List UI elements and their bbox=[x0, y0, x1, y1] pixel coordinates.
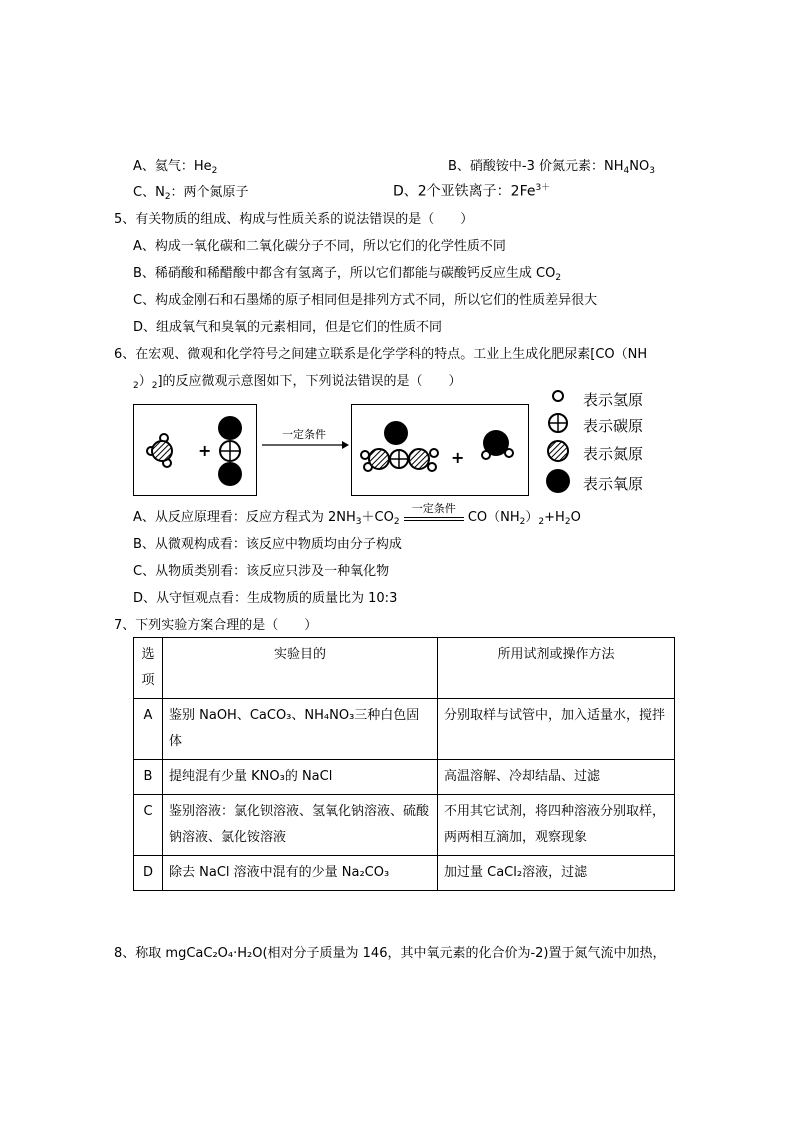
q5-stem: 5、有关物质的组成、构成与性质关系的说法错误的是（ ） bbox=[114, 212, 474, 227]
q5-option-b: B、稀硝酸和稀醋酸中都含有氢离子，所以它们都能与碳酸钙反应生成 $CO_2$ bbox=[133, 266, 562, 283]
table-row bbox=[134, 795, 675, 856]
row-method: 不用其它试剂，将四种溶液分别取样，两两相互滴加，观察现象 bbox=[438, 795, 675, 856]
q6-stem-line1: 6、在宏观、微观和化学符号之间建立联系是化学学科的特点。工业上生成化肥尿素[CO（NH bbox=[114, 347, 648, 362]
q6-stem-line2: $_2)_2$]的反应微观示意图如下，下列说法错误的是（ ） bbox=[133, 374, 462, 391]
urea-molecule bbox=[361, 421, 438, 471]
row-purpose: 除去 NaCl 溶液中混有的少量 Na₂CO₃ bbox=[163, 856, 438, 891]
row-purpose: 鉴别溶液：氯化钡溶液、氢氧化钠溶液、硫酸钠溶液、氯化铵溶液 bbox=[163, 795, 438, 856]
legend-hydrogen-label: 表示氢原 bbox=[583, 391, 644, 409]
q6-option-c: C、从物质类别看：该反应只涉及一种氧化物 bbox=[133, 564, 390, 579]
experiment-table bbox=[133, 637, 675, 891]
q4-option-b: B、硝酸铵中-3 价氮元素：$NH_4NO_3$ bbox=[448, 159, 655, 176]
legend-carbon-label: 表示碳原 bbox=[583, 417, 644, 435]
carbon-legend-icon bbox=[549, 414, 567, 432]
row-purpose: 鉴别 NaOH、CaCO₃、NH₄NO₃三种白色固体 bbox=[163, 699, 438, 760]
water-molecule bbox=[482, 430, 513, 459]
table-row bbox=[134, 856, 675, 891]
hydrogen-legend-icon bbox=[553, 391, 563, 401]
q6-option-a: A、从反应原理看：反应方程式为 $2NH_3+CO_2$ 一定条件 $CO(NH_2)_2+H_2O$ bbox=[133, 502, 581, 527]
q6-option-d: D、从守恒观点看：生成物质的质量比为 10:3 bbox=[133, 591, 398, 606]
table-row bbox=[134, 699, 675, 760]
reaction-arrow bbox=[258, 425, 350, 455]
product-plus: + bbox=[451, 448, 465, 467]
row-option: D bbox=[134, 856, 163, 891]
table-header-row bbox=[134, 638, 675, 699]
header-purpose: 实验目的 bbox=[163, 638, 438, 699]
product-box bbox=[351, 404, 529, 496]
reactant-plus: + bbox=[198, 441, 212, 460]
q5-option-a: A、构成一氧化碳和二氧化碳分子不同，所以它们的化学性质不同 bbox=[133, 239, 506, 254]
arrow-condition-label: 一定条件 bbox=[282, 428, 326, 441]
product-molecules bbox=[352, 405, 528, 495]
equation-condition: 一定条件 bbox=[404, 511, 464, 524]
row-method: 高温溶解、冷却结晶、过滤 bbox=[438, 760, 675, 795]
carbon-dioxide-molecule bbox=[218, 416, 242, 486]
q5-option-d: D、组成氧气和臭氧的元素相同，但是它们的性质不同 bbox=[133, 320, 443, 335]
legend-symbols bbox=[544, 385, 584, 495]
reactant-molecules bbox=[134, 405, 256, 495]
oxygen-legend-icon bbox=[546, 469, 570, 493]
q5-option-c: C、构成金刚石和石墨烯的原子相同但是排列方式不同，所以它们的性质差异很大 bbox=[133, 293, 598, 308]
legend-oxygen-label: 表示氧原 bbox=[583, 475, 644, 493]
row-method: 分别取样与试管中，加入适量水，搅拌 bbox=[438, 699, 675, 760]
header-method: 所用试剂或操作方法 bbox=[438, 638, 675, 699]
q8-stem: 8、称取 mgCaC₂O₄·H₂O(相对分子质量为 146，其中氧元素的化合价为-2)置于氮气流中加热， bbox=[114, 946, 666, 961]
row-option: A bbox=[134, 699, 163, 760]
table-row bbox=[134, 760, 675, 795]
q7-stem: 7、下列实验方案合理的是（ ） bbox=[114, 618, 318, 633]
row-option: B bbox=[134, 760, 163, 795]
header-option: 选项 bbox=[134, 638, 163, 699]
legend-nitrogen-label: 表示氮原 bbox=[583, 445, 644, 463]
row-option: C bbox=[134, 795, 163, 856]
nitrogen-legend-icon bbox=[548, 441, 568, 461]
q4-option-c: C、$N_2$：两个氮原子 bbox=[133, 185, 249, 202]
q6-option-b: B、从微观构成看：该反应中物质均由分子构成 bbox=[133, 537, 402, 552]
row-method: 加过量 CaCl₂溶液，过滤 bbox=[438, 856, 675, 891]
reactant-box bbox=[133, 404, 257, 496]
row-purpose: 提纯混有少量 KNO₃的 NaCl bbox=[163, 760, 438, 795]
q4-option-d: D、2个亚铁离子：$2Fe^{3+}$ bbox=[393, 183, 551, 200]
ammonia-molecule bbox=[147, 434, 172, 467]
q4-option-a: A、氦气：$He_2$ bbox=[133, 159, 218, 176]
